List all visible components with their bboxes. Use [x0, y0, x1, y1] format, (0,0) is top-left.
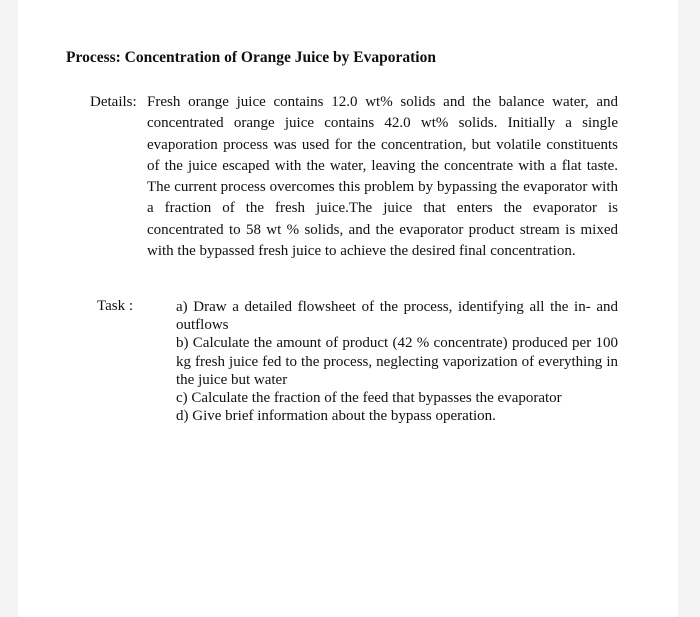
task-label: Task :	[97, 298, 134, 314]
details-label: Details:	[90, 94, 137, 110]
task-item-c: c) Calculate the fraction of the feed that bypasses the evaporator	[176, 390, 562, 407]
task-item-d: d) Give brief information about the bypass operation.	[176, 408, 496, 425]
task-item-b: b) Calculate the amount of product (42 % concentrate) produced per 100 kg fresh juice fed to the process, neglecting vaporization of everything in the juice but water	[176, 335, 618, 388]
document-title: Process: Concentration of Orange Juice by Evaporation	[66, 49, 436, 66]
task-item-a: a) Draw a detailed flowsheet of the process, identifying all the in- and outflows	[176, 299, 618, 334]
details-paragraph: Fresh orange juice contains 12.0 wt% solids and the balance water, and concentrated orange juice contains 42.0 wt% solids. Initially a single evaporation process was used for the concentration, but volatile constituents of the juice escaped with the water, leaving the concentrate with a flat taste. The current process overcomes this problem by bypassing the evaporator with a fraction of the fresh juice.The juice that enters the evaporator is concentrated to 58 wt % solids, and the evaporator product stream is mixed with the bypassed fresh juice to achieve the desired final concentration.	[147, 94, 618, 260]
task-list	[176, 298, 618, 425]
